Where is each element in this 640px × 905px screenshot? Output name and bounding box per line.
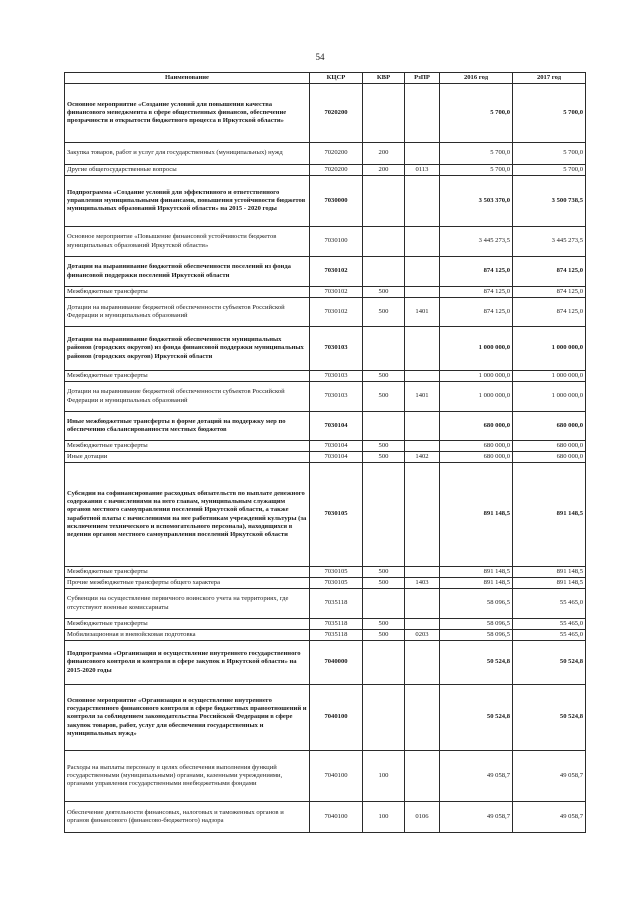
row-2017-cell: 5 700,0 <box>513 165 586 176</box>
budget-table <box>64 72 586 833</box>
row-kcsr-cell: 7040100 <box>310 802 363 833</box>
row-2017-cell: 50 524,8 <box>513 641 586 685</box>
row-2017-cell: 5 700,0 <box>513 84 586 143</box>
row-name-cell: Субвенции на осуществление первичного воинского учета на территориях, где отсутствуют военные комиссариаты <box>65 589 310 619</box>
table-row <box>65 578 586 589</box>
row-kcsr-cell: 7020200 <box>310 84 363 143</box>
col-header-2017: 2017 год <box>513 73 586 84</box>
row-rzpr-cell <box>405 441 440 452</box>
col-header-name: Наименование <box>65 73 310 84</box>
col-header-kvr: КВР <box>363 73 405 84</box>
row-2017-cell: 3 445 273,5 <box>513 227 586 257</box>
row-2016-cell: 3 445 273,5 <box>440 227 513 257</box>
row-name-cell: Межбюджетные трансферты <box>65 371 310 382</box>
row-2017-cell: 680 000,0 <box>513 441 586 452</box>
row-rzpr-cell: 1403 <box>405 578 440 589</box>
row-name-cell: Основное мероприятие «Организация и осуществление внутреннего государственного финансового контроля в сфере бюджетных правоотношений и контроля за соблюдением законодательства Российской Федерации в сфере закупок товаров, работ, услуг для обеспечения государственных и муниципальных нужд» <box>65 685 310 751</box>
row-2016-cell: 891 148,5 <box>440 578 513 589</box>
row-kvr-cell: 500 <box>363 382 405 412</box>
table-row <box>65 685 586 751</box>
row-kvr-cell <box>363 257 405 287</box>
row-name-cell: Иные дотации <box>65 452 310 463</box>
row-kvr-cell: 200 <box>363 165 405 176</box>
row-2017-cell: 874 125,0 <box>513 257 586 287</box>
row-name-cell: Основное мероприятие «Создание условий для повышения качества финансового менеджмента в сфере общественных финансов, обеспечение прозрачности и открытости бюджетного процесса в Иркутской области» <box>65 84 310 143</box>
row-name-cell: Дотации на выравнивание бюджетной обеспеченности субъектов Российской Федерации и муниципальных образований <box>65 382 310 412</box>
row-2016-cell: 680 000,0 <box>440 412 513 441</box>
row-kcsr-cell: 7030100 <box>310 227 363 257</box>
row-2017-cell: 874 125,0 <box>513 298 586 327</box>
row-kcsr-cell: 7020200 <box>310 165 363 176</box>
row-name-cell: Межбюджетные трансферты <box>65 619 310 630</box>
row-rzpr-cell <box>405 641 440 685</box>
page-number: 54 <box>315 52 325 62</box>
table-row <box>65 287 586 298</box>
row-2016-cell: 3 503 370,0 <box>440 176 513 227</box>
row-2016-cell: 50 524,8 <box>440 641 513 685</box>
row-2016-cell: 874 125,0 <box>440 257 513 287</box>
row-rzpr-cell <box>405 685 440 751</box>
col-header-rzpr: РзПР <box>405 73 440 84</box>
row-kvr-cell: 100 <box>363 802 405 833</box>
row-name-cell: Основное мероприятие «Повышение финансовой устойчивости бюджетов муниципальных образований Иркутской области» <box>65 227 310 257</box>
row-kvr-cell: 500 <box>363 630 405 641</box>
table-row <box>65 165 586 176</box>
row-rzpr-cell <box>405 176 440 227</box>
row-kvr-cell: 500 <box>363 578 405 589</box>
row-rzpr-cell <box>405 619 440 630</box>
table-row <box>65 619 586 630</box>
row-2016-cell: 1 000 000,0 <box>440 371 513 382</box>
row-kvr-cell: 500 <box>363 452 405 463</box>
row-kvr-cell <box>363 641 405 685</box>
row-rzpr-cell <box>405 227 440 257</box>
row-kvr-cell <box>363 227 405 257</box>
row-name-cell: Другие общегосударственные вопросы <box>65 165 310 176</box>
row-rzpr-cell <box>405 327 440 371</box>
row-2016-cell: 49 058,7 <box>440 802 513 833</box>
row-name-cell: Межбюджетные трансферты <box>65 567 310 578</box>
row-kcsr-cell: 7030102 <box>310 298 363 327</box>
row-kvr-cell: 500 <box>363 287 405 298</box>
col-header-kcsr: КЦСР <box>310 73 363 84</box>
row-rzpr-cell <box>405 567 440 578</box>
row-2017-cell: 891 148,5 <box>513 567 586 578</box>
row-2016-cell: 5 700,0 <box>440 143 513 165</box>
row-kcsr-cell: 7030104 <box>310 452 363 463</box>
row-name-cell: Прочие межбюджетные трансферты общего характера <box>65 578 310 589</box>
row-2017-cell: 3 500 738,5 <box>513 176 586 227</box>
table-row <box>65 227 586 257</box>
row-name-cell: Подпрограмма «Создание условий для эффективного и ответственного управления муниципальными финансами, повышения устойчивости бюджетов муниципальных образований Иркутской области» на 2015 - 2020 годы <box>65 176 310 227</box>
row-name-cell: Мобилизационная и вневойсковая подготовка <box>65 630 310 641</box>
row-name-cell: Подпрограмма «Организация и осуществление внутреннего государственного финансового контроля и контроля в сфере закупок в Иркутской области» на 2015-2020 годы <box>65 641 310 685</box>
table-row <box>65 751 586 802</box>
row-kcsr-cell: 7030103 <box>310 327 363 371</box>
row-2016-cell: 891 148,5 <box>440 463 513 567</box>
row-name-cell: Межбюджетные трансферты <box>65 287 310 298</box>
table-row <box>65 382 586 412</box>
row-name-cell: Закупка товаров, работ и услуг для государственных (муниципальных) нужд <box>65 143 310 165</box>
row-2016-cell: 49 058,7 <box>440 751 513 802</box>
row-kcsr-cell: 7030102 <box>310 257 363 287</box>
row-2017-cell: 1 000 000,0 <box>513 382 586 412</box>
row-2016-cell: 1 000 000,0 <box>440 327 513 371</box>
row-rzpr-cell: 0106 <box>405 802 440 833</box>
row-2016-cell: 58 096,5 <box>440 630 513 641</box>
row-kcsr-cell: 7030103 <box>310 382 363 412</box>
table-row <box>65 84 586 143</box>
row-kvr-cell <box>363 412 405 441</box>
row-kcsr-cell: 7030105 <box>310 567 363 578</box>
row-2016-cell: 5 700,0 <box>440 165 513 176</box>
row-2016-cell: 58 096,5 <box>440 619 513 630</box>
row-name-cell: Иные межбюджетные трансферты в форме дотаций на поддержку мер по обеспечению сбалансированности местных бюджетов <box>65 412 310 441</box>
row-2016-cell: 5 700,0 <box>440 84 513 143</box>
table-row <box>65 589 586 619</box>
row-2017-cell: 50 524,8 <box>513 685 586 751</box>
table-row <box>65 641 586 685</box>
row-name-cell: Межбюджетные трансферты <box>65 441 310 452</box>
row-name-cell: Дотации на выравнивание бюджетной обеспеченности субъектов Российской Федерации и муниципальных образований <box>65 298 310 327</box>
row-2016-cell: 680 000,0 <box>440 452 513 463</box>
row-2017-cell: 55 465,0 <box>513 589 586 619</box>
row-name-cell: Обеспечение деятельности финансовых, налоговых и таможенных органов и органов финансового (финансово-бюджетного) надзора <box>65 802 310 833</box>
row-2017-cell: 49 058,7 <box>513 802 586 833</box>
row-kvr-cell: 500 <box>363 619 405 630</box>
row-kcsr-cell: 7035118 <box>310 589 363 619</box>
row-kcsr-cell: 7030102 <box>310 287 363 298</box>
row-kcsr-cell: 7040000 <box>310 641 363 685</box>
row-name-cell: Расходы на выплаты персоналу в целях обеспечения выполнения функций государственными (муниципальными) органами, казенными учреждениями, органами управления государственными внебюджетными фондами <box>65 751 310 802</box>
row-kcsr-cell: 7035118 <box>310 630 363 641</box>
row-2017-cell: 680 000,0 <box>513 452 586 463</box>
row-kcsr-cell: 7030103 <box>310 371 363 382</box>
row-rzpr-cell: 0113 <box>405 165 440 176</box>
row-kvr-cell <box>363 589 405 619</box>
row-kvr-cell: 100 <box>363 751 405 802</box>
row-kvr-cell: 500 <box>363 371 405 382</box>
row-rzpr-cell <box>405 257 440 287</box>
table-row <box>65 176 586 227</box>
row-2017-cell: 891 148,5 <box>513 578 586 589</box>
row-2017-cell: 874 125,0 <box>513 287 586 298</box>
row-kvr-cell: 500 <box>363 298 405 327</box>
row-name-cell: Субсидии на софинансирование расходных обязательств по выплате денежного содержания с начислениями на него главам, муниципальным служащим органов местного самоуправления поселений Иркутской области, а также заработной платы с начислениями на нее работникам учреждений культуры (за исключением технического и вспомогательного персонала), находящихся в ведении органов местного самоуправления поселений Иркутской области <box>65 463 310 567</box>
row-kcsr-cell: 7020200 <box>310 143 363 165</box>
table-row <box>65 371 586 382</box>
row-rzpr-cell <box>405 371 440 382</box>
row-name-cell: Дотации на выравнивание бюджетной обеспеченности муниципальных районов (городских округов) из фонда финансовой поддержки муниципальных районов (городских округов) Иркутской области <box>65 327 310 371</box>
row-2016-cell: 874 125,0 <box>440 287 513 298</box>
row-kcsr-cell: 7030105 <box>310 578 363 589</box>
row-kvr-cell: 200 <box>363 143 405 165</box>
table-row <box>65 327 586 371</box>
row-kvr-cell <box>363 176 405 227</box>
row-kcsr-cell: 7040100 <box>310 685 363 751</box>
row-kcsr-cell: 7030105 <box>310 463 363 567</box>
row-rzpr-cell <box>405 143 440 165</box>
row-kvr-cell <box>363 84 405 143</box>
table-header-row <box>65 73 586 84</box>
row-kvr-cell: 500 <box>363 567 405 578</box>
row-name-cell: Дотации на выравнивание бюджетной обеспеченности поселений из фонда финансовой поддержки поселений Иркутской области <box>65 257 310 287</box>
row-kcsr-cell: 7030104 <box>310 412 363 441</box>
row-rzpr-cell <box>405 287 440 298</box>
row-2017-cell: 1 000 000,0 <box>513 371 586 382</box>
row-rzpr-cell <box>405 463 440 567</box>
row-kvr-cell <box>363 327 405 371</box>
row-kcsr-cell: 7035118 <box>310 619 363 630</box>
table-row <box>65 143 586 165</box>
row-2017-cell: 680 000,0 <box>513 412 586 441</box>
table-row <box>65 441 586 452</box>
table-row <box>65 257 586 287</box>
row-2017-cell: 5 700,0 <box>513 143 586 165</box>
row-2016-cell: 680 000,0 <box>440 441 513 452</box>
row-2017-cell: 891 148,5 <box>513 463 586 567</box>
row-rzpr-cell <box>405 84 440 143</box>
table-row <box>65 463 586 567</box>
row-2016-cell: 891 148,5 <box>440 567 513 578</box>
row-rzpr-cell <box>405 751 440 802</box>
row-rzpr-cell: 1401 <box>405 298 440 327</box>
row-2016-cell: 1 000 000,0 <box>440 382 513 412</box>
row-2017-cell: 49 058,7 <box>513 751 586 802</box>
row-2016-cell: 874 125,0 <box>440 298 513 327</box>
row-kvr-cell <box>363 685 405 751</box>
col-header-2016: 2016 год <box>440 73 513 84</box>
row-2016-cell: 58 096,5 <box>440 589 513 619</box>
row-kcsr-cell: 7040100 <box>310 751 363 802</box>
row-2017-cell: 55 465,0 <box>513 619 586 630</box>
row-kvr-cell <box>363 463 405 567</box>
row-2017-cell: 55 465,0 <box>513 630 586 641</box>
row-rzpr-cell: 0203 <box>405 630 440 641</box>
table-row <box>65 567 586 578</box>
row-2016-cell: 50 524,8 <box>440 685 513 751</box>
table-row <box>65 802 586 833</box>
row-kcsr-cell: 7030000 <box>310 176 363 227</box>
row-kcsr-cell: 7030104 <box>310 441 363 452</box>
table-row <box>65 412 586 441</box>
row-rzpr-cell: 1402 <box>405 452 440 463</box>
row-2017-cell: 1 000 000,0 <box>513 327 586 371</box>
table-row <box>65 630 586 641</box>
table-row <box>65 452 586 463</box>
table-row <box>65 298 586 327</box>
row-rzpr-cell <box>405 589 440 619</box>
row-rzpr-cell <box>405 412 440 441</box>
row-kvr-cell: 500 <box>363 441 405 452</box>
row-rzpr-cell: 1401 <box>405 382 440 412</box>
